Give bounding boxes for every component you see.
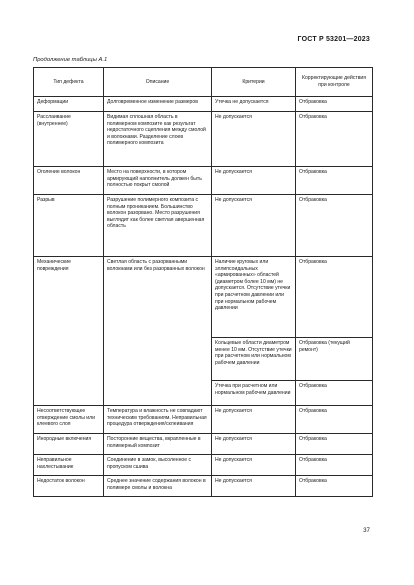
defect-type-cell: Разрыв bbox=[34, 195, 104, 257]
table-row bbox=[34, 97, 373, 112]
defect-type-cell: Расслаивание (внутреннее) bbox=[34, 112, 104, 167]
table-row bbox=[34, 112, 373, 167]
defect-type-cell: Неправильное нахлестывание bbox=[34, 455, 104, 476]
table-row bbox=[34, 167, 373, 195]
criteria-cell: Кольцевые области диаметром менее 10 мм. Отсутствие утечки при расчетном или нормальном рабочем давлении bbox=[212, 338, 296, 381]
column-header-criteria: Критерии bbox=[212, 68, 296, 97]
description-cell: Температура и влажность не совпадают техническим требованиям. Неправильная процедура отверждения/склеивания bbox=[104, 406, 212, 434]
action-cell: Отбраковка bbox=[296, 97, 373, 112]
action-cell: Отбраковка bbox=[296, 406, 373, 434]
action-cell: Отбраковка bbox=[296, 195, 373, 257]
column-header-actions: Корректирующие действия при контроле bbox=[296, 68, 373, 97]
criteria-cell: Не допускается bbox=[212, 434, 296, 455]
defect-type-cell: Механические повреждения bbox=[34, 257, 104, 406]
table-row bbox=[34, 406, 373, 434]
defect-type-cell: Несоответствующее отверждение смолы или клеевого слоя bbox=[34, 406, 104, 434]
defect-type-cell: Оголение волокон bbox=[34, 167, 104, 195]
action-cell: Отбраковка bbox=[296, 434, 373, 455]
column-header-defect-type: Тип дефекта bbox=[34, 68, 104, 97]
criteria-cell: Не допускается bbox=[212, 406, 296, 434]
description-cell: Посторонние вещества, вкрапленные в полимерный композит bbox=[104, 434, 212, 455]
criteria-cell: Не допускается bbox=[212, 476, 296, 497]
description-cell: Место на поверхности, в котором армирующий наполнитель должен быть полностью покрыт смолой bbox=[104, 167, 212, 195]
table-row bbox=[34, 434, 373, 455]
defect-type-cell: Деформации bbox=[34, 97, 104, 112]
description-cell: Долговременное изменение размеров bbox=[104, 97, 212, 112]
action-cell: Отбраковка bbox=[296, 455, 373, 476]
description-cell: Разрушение полимерного композита с полным прониканием. Большинство волокон разорвано. Место разрушения выглядит как более светлая авершенная область bbox=[104, 195, 212, 257]
criteria-cell: Наличие круговых или эллипсоидальных «армированных» областей (диаметром более 10 мм) не допускается. Отсутствие утечки при расчетном давлении или при нормальном рабочем давлении bbox=[212, 257, 296, 338]
table-row bbox=[34, 257, 373, 338]
criteria-cell: Утечка при расчетном или нормальном рабочем давлении bbox=[212, 381, 296, 406]
document-id: ГОСТ Р 53201—2023 bbox=[297, 36, 370, 43]
column-header-description: Описание bbox=[104, 68, 212, 97]
defect-type-cell: Недостаток волокон bbox=[34, 476, 104, 497]
criteria-cell: Не допускается bbox=[212, 195, 296, 257]
action-cell: Отбраковка bbox=[296, 381, 373, 406]
table-row bbox=[34, 195, 373, 257]
criteria-cell: Не допускается bbox=[212, 112, 296, 167]
action-cell: Отбраковка bbox=[296, 476, 373, 497]
description-cell: Светлая область с разорванными волокнами или без разорванных волокон bbox=[104, 257, 212, 406]
page-number: 37 bbox=[363, 527, 370, 534]
description-cell: Среднее значение содержания волокон в полимере смолы и волокна bbox=[104, 476, 212, 497]
criteria-cell: Не допускается bbox=[212, 455, 296, 476]
table-row bbox=[34, 455, 373, 476]
criteria-cell: Не допускается bbox=[212, 167, 296, 195]
action-cell: Отбраковка bbox=[296, 112, 373, 167]
defects-table bbox=[33, 67, 373, 497]
description-cell: Видимая сплошная область в полимерном композите как результат недостаточного сцепления между смолой и волокнами. Разделение слоев полимерного композита bbox=[104, 112, 212, 167]
table-row bbox=[34, 476, 373, 497]
action-cell: Отбраковка (текущий ремонт) bbox=[296, 338, 373, 381]
defect-type-cell: Инородные включения bbox=[34, 434, 104, 455]
criteria-cell: Утечка не допускается bbox=[212, 97, 296, 112]
table-header-row bbox=[34, 68, 373, 97]
description-cell: Соединение в замок, высоленное с пропуском сшива bbox=[104, 455, 212, 476]
action-cell: Отбраковка bbox=[296, 257, 373, 338]
table-caption: Продолжение таблицы А.1 bbox=[33, 57, 108, 63]
action-cell: Отбраковка bbox=[296, 167, 373, 195]
